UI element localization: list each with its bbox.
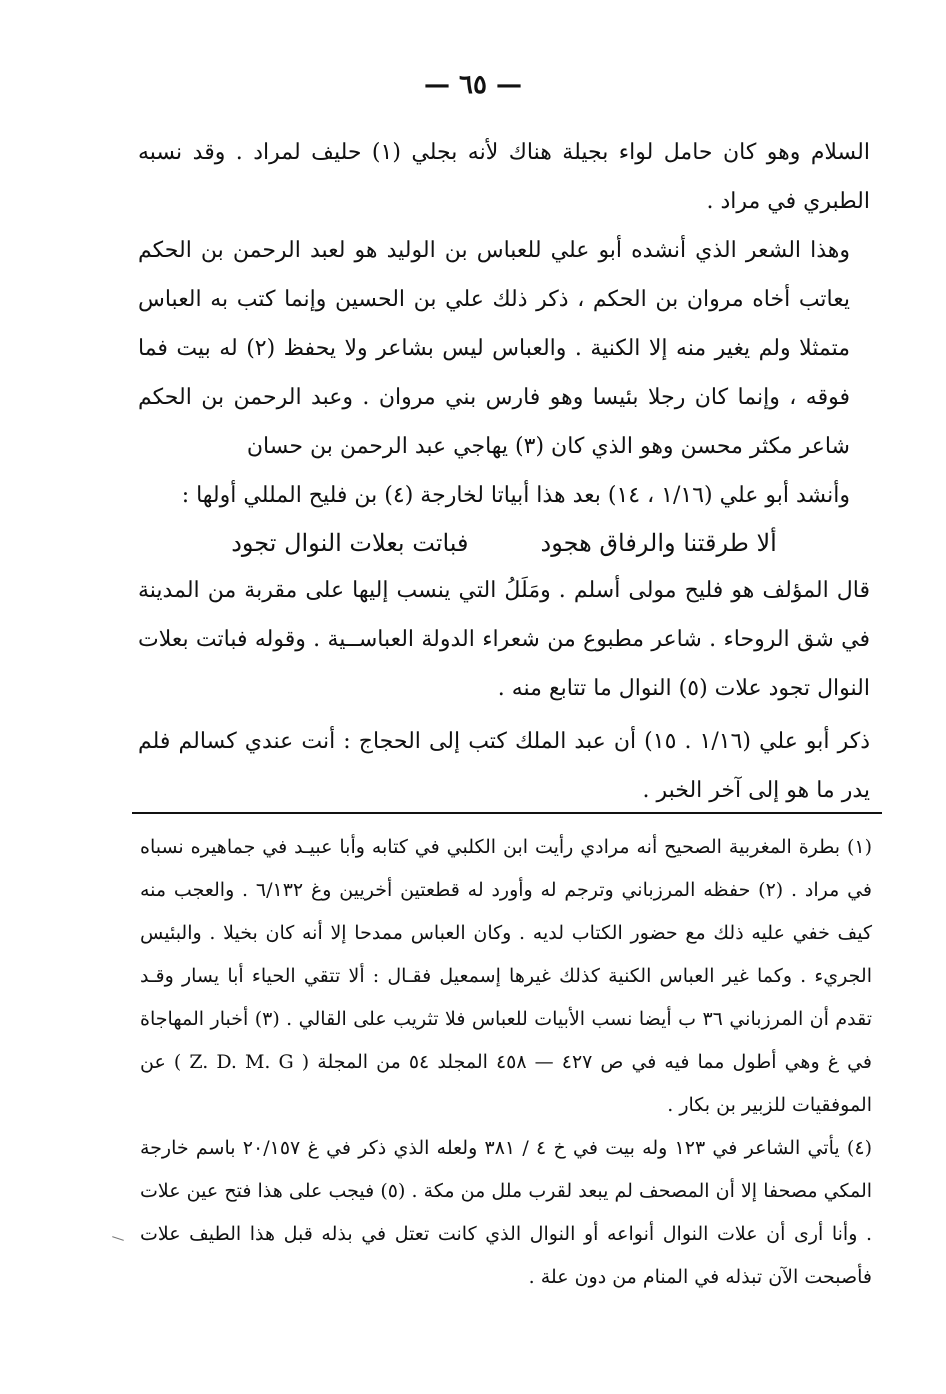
footnotes	[140, 826, 872, 1299]
poem-verse	[138, 520, 870, 566]
footnote-block-1: (١) بطرة المغربية الصحيح أنه مرادي رأيت ابن الكلبي في كتابه وأبا عبيـد في جماهيره نسباه في مراد . (٢) حفظه المرزباني وترجم له وأورد له قطعتين أخريين وغ ٦/١٣٢ . والعجب منه كيف خفي عليه ذلك مع حضور الكتاب لديه . وكان العباس ممدحا إلا أنه كان بخيلا . والبئيس الجريء . وكما غير العباس الكنية كذلك غيرها إسمعيل فقـال : ألا تتقي الحياء أبا يسار وقـد تقدم أن المرزباني ٣٦ ب أيضا نسب الأبيات للعباس فلا تثريب على القالي . (٣) أخبار المهاجاة في غ وهي أطول مما فيه في ص ٤٢٧ — ٤٥٨ المجلد ٥٤ من المجلة ( Z. D. M. G ) عن الموفقيات للزبير بن بكار .	[140, 836, 873, 1116]
paragraph-5: ذكر أبو علي (١/١٦ . ١٥) أن عبد الملك كتب إلى الحجاج : أنت عندي كسالم فلم يدر ما هو إلى آخر الخبر .	[138, 729, 870, 803]
paragraph-2: وهذا الشعر الذي أنشده أبو علي للعباس بن الوليد هو لعبد الرحمن بن الحكم يعاتب أخاه مروان بن الحكم ، ذكر ذلك علي بن الحسين وإنما كتب به العباس متمثلا ولم يغير منه إلا الكنية . والعباس ليس بشاعر ولا يحفظ (٢) له بيت فما فوقه ، وإنما كان رجلا بئيسا وهو فارس بني مروان . وعبد الرحمن بن الحكم شاعر مكثر محسن وهو الذي كان (٣) يهاجي عبد الرحمن بن حسان	[138, 238, 850, 459]
scan-mark	[112, 1236, 124, 1241]
paragraph-4: قال المؤلف هو فليح مولى أسلم . ومَلَلُ التي ينسب إليها على مقربة من المدينة في شق الروحاء . شاعر مطبوع من شعراء الدولة العباســية . وقوله فباتت بعلات النوال تجود علات (٥) النوال ما تتابع منه .	[138, 578, 870, 701]
paragraph-1: السلام وهو كان حامل لواء بجيلة هناك لأنه بجلي (١) حليف لمراد . وقد نسبه الطبري في مراد .	[138, 140, 871, 214]
verse-hemistich-first: ألا طرقتنا والرفاق هجود	[540, 529, 777, 557]
footnote-block-2: (٤) يأتي الشاعر في ١٢٣ وله بيت في خ ٤ / ٣٨١ ولعله الذي ذكر في غ ٢٠/١٥٧ باسم خارجة المكي مصحفا إلا أن المصحف لم يبعد لقرب ملل من مكة . (٥) فيجب على هذا فتح عين علات . وأنا أرى أن علات النوال أنواعه أو النوال الذي كانت تعتل في بذله قبل هذا الطيف علات فأصبحت الآن تبذله في المنام من دون علة .	[140, 1137, 873, 1288]
verse-hemistich-second: فباتت بعلات النوال تجود	[231, 529, 469, 557]
paragraph-3: وأنشد أبو علي (١/١٦ ، ١٤) بعد هذا أبياتا لخارجة (٤) بن فليح المللي أولها :	[181, 483, 850, 508]
page-number: — ٦٥ —	[423, 70, 523, 100]
footnote-separator	[132, 812, 882, 814]
main-text	[138, 128, 870, 815]
